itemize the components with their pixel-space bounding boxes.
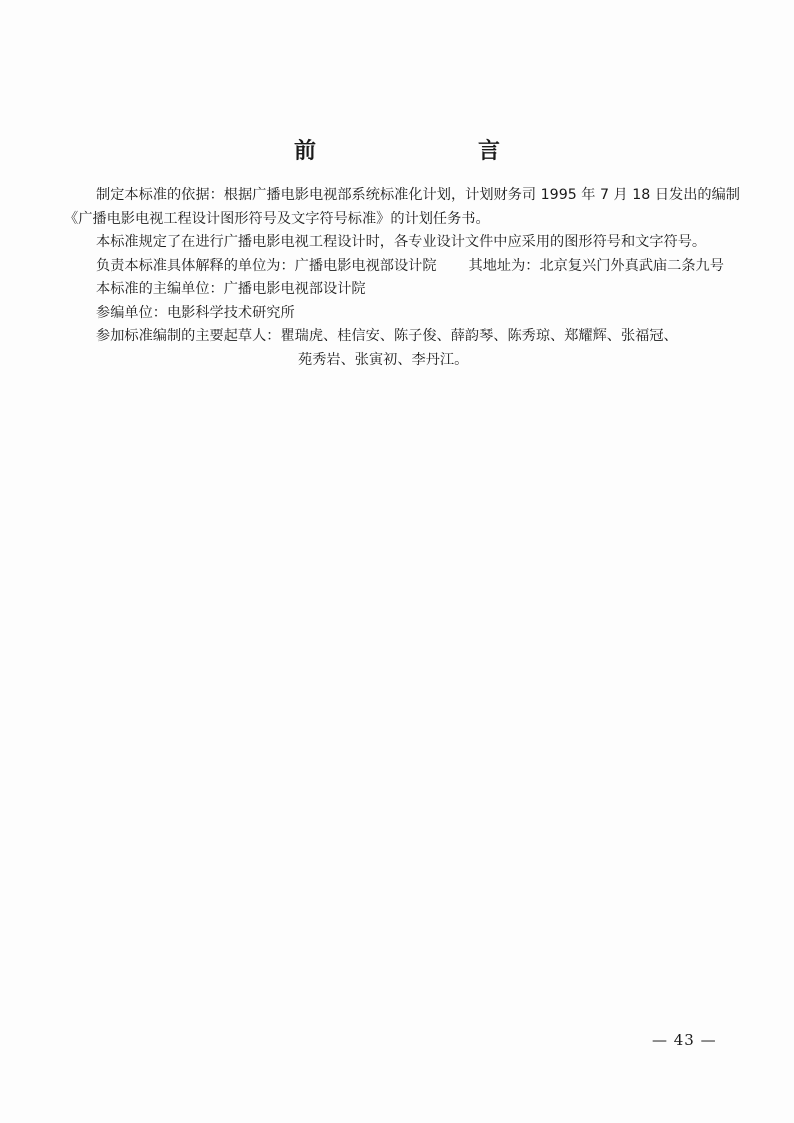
paragraph-scope: 本标准规定了在进行广播电影电视工程设计时，各专业设计文件中应采用的图形符号和文字符号。 <box>96 234 707 250</box>
paragraph-drafters-continued: 苑秀岩、张寅初、李丹江。 <box>298 351 469 368</box>
paragraph-participant: 参编单位：电影科学技术研究所 <box>96 304 295 321</box>
paragraph-interpretation <box>64 255 740 279</box>
interpretation-unit: 负责本标准具体解释的单位为：广播电影电视部设计院 <box>96 257 437 274</box>
paragraph-chief-editor: 本标准的主编单位：广播电影电视部设计院 <box>96 281 366 297</box>
interpretation-address: 其地址为：北京复兴门外真武庙二条九号 <box>468 257 724 274</box>
paragraph-drafters: 参加标准编制的主要起草人：瞿瑞虎、桂信安、陈子俊、薛韵琴、陈秀琼、郑耀辉、张福冠、 <box>96 328 678 344</box>
document-body <box>64 184 740 372</box>
paragraph-basis: 制定本标准的依据：根据广播电影电视部系统标准化计划，计划财务司 1995 年 7 月 18 日发出的编制《广播电影电视工程设计图形符号及文字符号标准》的计划任务书。 <box>64 187 740 227</box>
page-title: 前 言 <box>293 138 570 164</box>
page-number: — 43 — <box>652 1031 717 1049</box>
